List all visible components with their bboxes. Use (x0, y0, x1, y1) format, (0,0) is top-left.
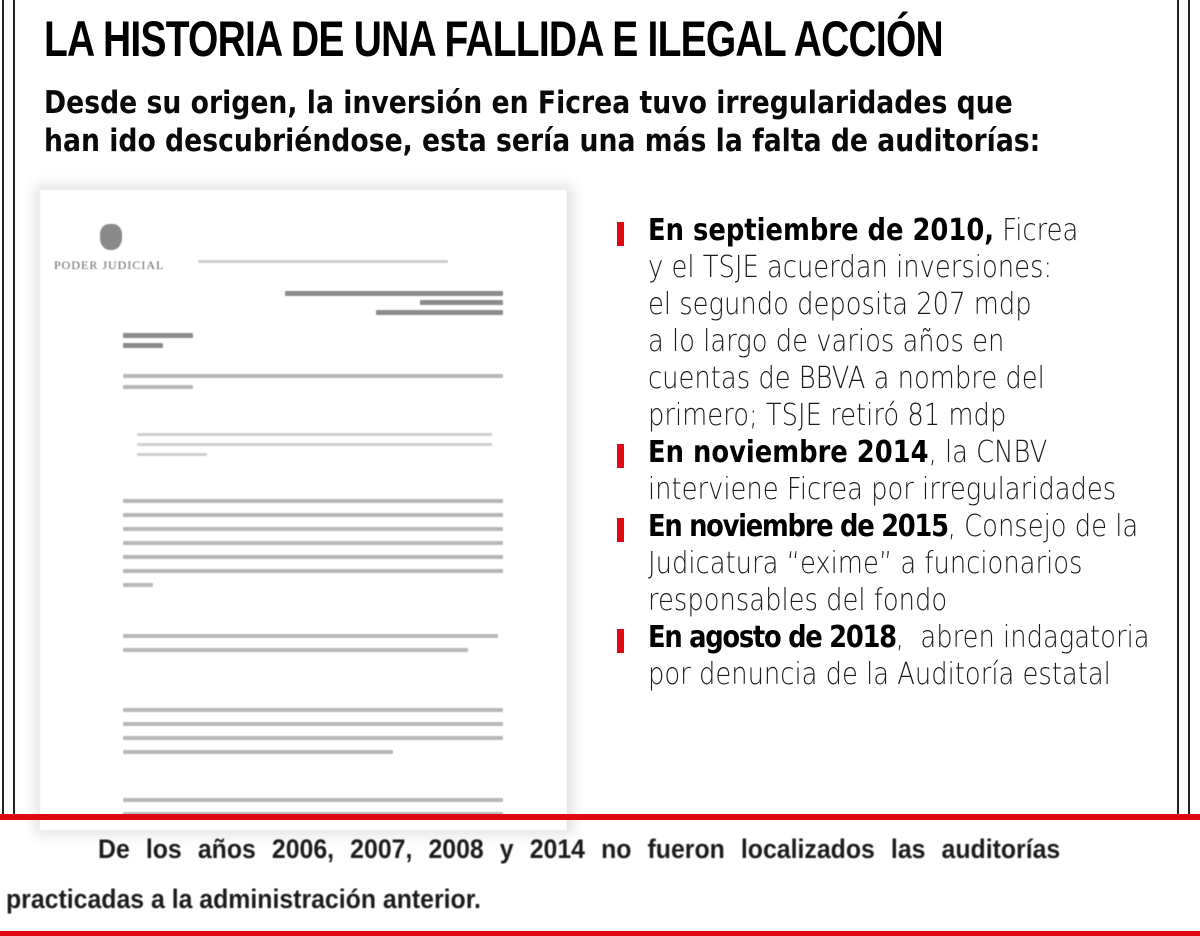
red-divider-bottom (0, 931, 1200, 936)
coat-of-arms-icon (100, 224, 122, 250)
doc-text-line (123, 513, 503, 517)
subheadline (44, 84, 1040, 160)
doc-text-line (137, 453, 207, 456)
timeline-date: En agosto de 2018 (648, 620, 896, 655)
excerpt-line-2: practicadas a la administración anterior. (6, 884, 481, 914)
timeline-item-2015 (614, 508, 1174, 619)
doc-text-line (123, 708, 503, 712)
timeline-text: a lo largo de varios años en (648, 324, 1005, 359)
doc-text-line (376, 310, 503, 315)
timeline-date: En noviembre 2014 (648, 435, 929, 470)
doc-text-line (123, 648, 468, 652)
excerpt-line-1: De los años 2006, 2007, 2008 y 2014 no fueron localizados las auditorías (98, 834, 1061, 864)
doc-text-line (123, 722, 503, 726)
timeline-text: Judicatura “exime” a funcionarios (648, 546, 1083, 581)
doc-text-line (123, 385, 193, 389)
frame-line-right-inner (1177, 0, 1179, 815)
doc-text-line (123, 569, 503, 573)
timeline-text: , abren indagatoria (895, 620, 1150, 655)
timeline-item-2014 (614, 434, 1174, 508)
red-bullet-icon (617, 518, 624, 542)
timeline-text: Ficrea (994, 213, 1079, 248)
timeline-item-2018 (614, 619, 1174, 693)
timeline-text: primero; TSJE retiró 81 mdp (648, 398, 1007, 433)
doc-text-line (123, 583, 153, 587)
red-bullet-icon (617, 629, 624, 653)
red-bullet-icon (617, 444, 624, 468)
doc-text-line (123, 555, 503, 559)
doc-text-line (198, 260, 448, 263)
frame-line-left-outer (2, 0, 4, 815)
doc-text-line (123, 374, 503, 378)
frame-line-right-outer (1188, 0, 1190, 815)
timeline-date: En noviembre de 2015 (648, 509, 948, 544)
timeline-text: interviene Ficrea por irregularidades (648, 472, 1117, 507)
red-bullet-icon (617, 222, 624, 246)
doc-text-line (123, 499, 503, 503)
timeline-text: responsables del fondo (648, 583, 948, 618)
doc-text-line (137, 433, 492, 436)
timeline-text: por denuncia de la Auditoría estatal (648, 657, 1111, 692)
doc-text-line (285, 291, 503, 296)
headline: LA HISTORIA DE UNA FALLIDA E ILEGAL ACCIÓN (44, 11, 943, 67)
timeline-date: En septiembre de 2010, (648, 213, 995, 248)
timeline-text: el segundo deposita 207 mdp (648, 287, 1032, 322)
subheadline-line-1: Desde su origen, la inversión en Ficrea tuvo irregularidades que (44, 85, 1013, 121)
timeline-text: y el TSJE acuerdan inversiones: (648, 250, 1053, 285)
doc-text-line (123, 736, 503, 740)
doc-text-line (123, 541, 503, 545)
doc-text-line (123, 798, 503, 802)
doc-text-line (420, 300, 503, 305)
timeline-text: , Consejo de la (947, 509, 1139, 544)
doc-text-line (123, 343, 163, 348)
document-org-name: PODER JUDICIAL (54, 258, 165, 272)
scanned-document (40, 190, 568, 830)
doc-text-line (123, 750, 393, 754)
doc-text-line (123, 333, 193, 338)
timeline-text: , la CNBV (928, 435, 1048, 470)
doc-text-line (123, 527, 503, 531)
doc-text-line (137, 443, 492, 446)
timeline-item-2010 (614, 212, 1174, 434)
timeline-text: cuentas de BBVA a nombre del (648, 361, 1045, 396)
red-divider-top (0, 814, 1200, 820)
doc-text-line (123, 634, 498, 638)
frame-line-left-inner (13, 0, 15, 815)
subheadline-line-2: han ido descubriéndose, esta sería una más la falta de auditorías: (44, 123, 1041, 159)
timeline (614, 212, 1174, 693)
